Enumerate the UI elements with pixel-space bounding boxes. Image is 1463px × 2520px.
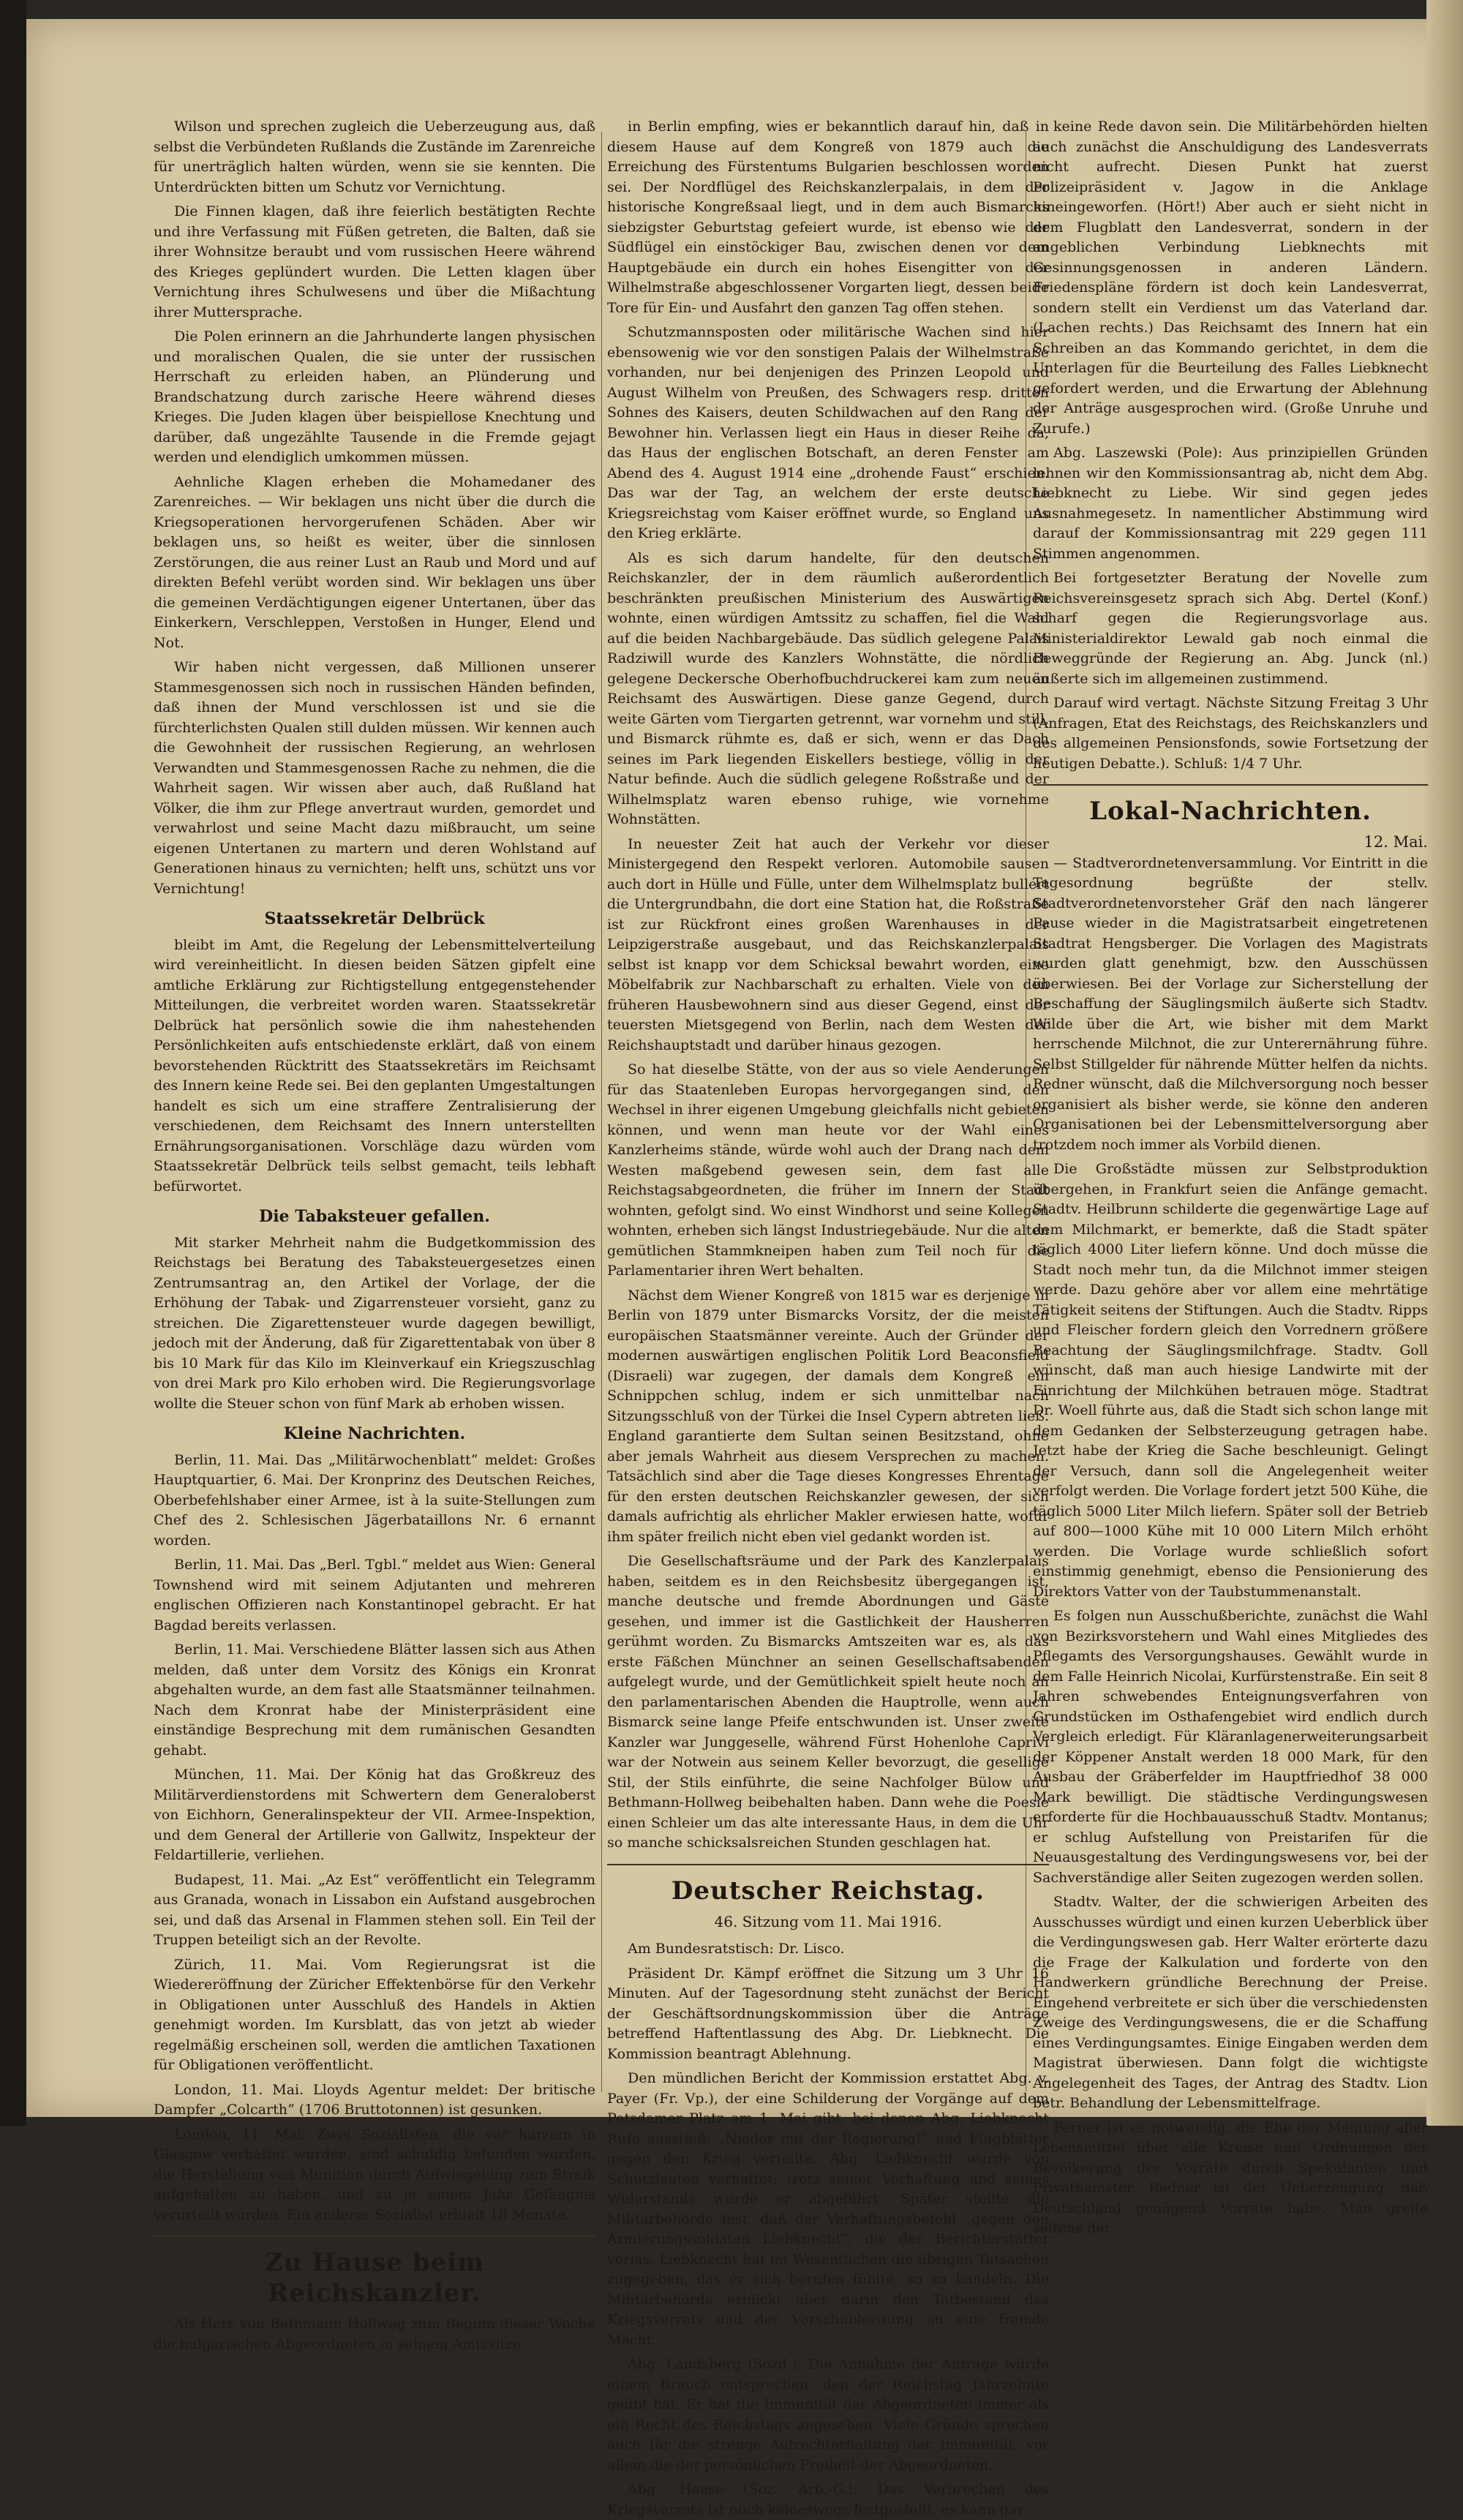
page-edge: [1426, 0, 1463, 2126]
paragraph: Die Polen erinnern an die Jahrhunderte langen physischen und moralischen Qualen, die sie unter der russischen Herrschaft zu erleiden haben, an Plünderung und Brandschatzung durch zarische Heere während dieses Krieges. Die Juden klagen über beispiellose Knechtung und darüber, daß ungezählte Tausende in die Fremde gejagt werden und elendiglich umkommen müssen.: [154, 328, 595, 465]
news-item: München, 11. Mai. Der König hat das Großkreuz des Militärverdienstordens mit Schwertern dem Generaloberst von Eichhorn, Generalinspekteur der VII. Armee-Inspektion, und dem General der Artillerie von Gallwitz, Inspekteur der Feldartillerie, verliehen.: [154, 1767, 595, 1863]
paragraph: Als es sich darum handelte, für den deutschen Reichskanzler, der in dem räumlich außerordentlich beschränkten preußischen Ministerium des Auswärtigen wohnte, einen würdigen Amtssitz zu schaffen, fiel die Wahl auf die beiden Nachbargebäude. Das südlich gelegene Palais Radziwill wurde des Kanzlers Wohnstätte, die nördlich gelegene Deckersche Oberhofbuchdruckerei kam zum neuen Reichsamt des Auswärtigen. Diese ganze Gegend, durch weite Gärten vom Tiergarten getrennt, war vornehm und still, und Bismarck rühmte es, daß er sich, wenn er das Dach seines im Park liegenden Eiskellers bestiege, völlig in der Natur befinde. Auch die südlich gelegene Roßstraße und der Wilhelmsplatz waren ebenso ruhige, wie vornehme Wohnstätten.: [607, 549, 1049, 827]
news-item: Berlin, 11. Mai. Verschiedene Blätter lassen sich aus Athen melden, daß unter dem Vorsitz des Königs ein Kronrat abgehalten wurde, an dem fast alle Staatsmänner teilnahmen. Nach dem Kronrat habe der Ministerpräsident eine einständige Besprechung mit dem rumänischen Gesandten gehabt.: [154, 1641, 595, 1759]
paragraph: Wir haben nicht vergessen, daß Millionen unserer Stammesgenossen sich noch in russischen Händen befinden, daß ihnen der Mund verschlossen ist und sie die fürchterlichsten Qualen still dulden müssen. Wir kennen auch die Gewohnheit der russischen Regierung, an wehrlosen Verwandten und Stammesgenossen Rache zu nehmen, die die Wahrheit sagen. Wir wissen aber auch, daß Rußland hat Völker, die ihm zur Pflege anvertraut wurden, gemordet und verwahrlost und seine Macht dazu mißbraucht, um seine eigenen Untertanen zu martern und deren Wohlstand auf Generationen hinaus zu vernichten; helft uns, schützt uns vor Vernichtung!: [154, 659, 595, 897]
paragraph: Abg. Laszewski (Pole): Aus prinzipiellen Gründen lehnen wir den Kommissionsantrag ab, nicht dem Abg. Liebknecht zu Liebe. Wir sind gegen jedes Ausnahmegesetz. In namentlicher Abstimmung wird darauf der Kommissionsantrag mit 229 gegen 111 Stimmen angenommen.: [1033, 445, 1428, 562]
paragraph: So hat dieselbe Stätte, von der aus so viele Aenderungen für das Staatenleben Europas hervorgegangen sind, den Wechsel in ihrer eigenen Umgebung gleichfalls nicht gebieten können, und wenn man heute vor der Wahl eines Kanzlerheims stände, würde wohl auch der Drang nach dem Westen maßgebend gewesen sein, dem fast alle Reichstagsabgeordneten, die früher im Innern der Stadt wohnten, gefolgt sind. Wo einst Windhorst und seine Kollegen wohnten, erheben sich längst Industriegebäude. Nur die alten gemütlichen Stammkneipen haben zum Teil noch für die Parlamentarier ihren Wert behalten.: [607, 1061, 1049, 1279]
column-1: [154, 117, 595, 2352]
date-line-wrapper: [1033, 832, 1428, 854]
paragraph: Mit starker Mehrheit nahm die Budgetkommission des Reichstags bei Beratung des Tabaksteuergesetzes einen Zentrumsantrag an, den Artikel der Vorlage, der die Erhöhung der Tabak- und Zigarrensteuer vorsieht, ganz zu streichen. Die Zigarettensteuer wurde dagegen bewilligt, jedoch mit der Änderung, daß für Zigarettentabak von über 8 bis 10 Mark für das Kilo im Kleinverkauf ein Kriegszuschlag von drei Mark pro Kilo erhoben wird. Die Regierungsvorlage wollte die Steuer schon von fünf Mark ab erhoben wissen.: [154, 1234, 595, 1412]
headline-lokal-nachrichten: Lokal-Nachrichten.: [1089, 797, 1372, 826]
paragraph: Schutzmannsposten oder militärische Wachen sind hier ebensowenig wie vor den sonstigen Palais der Wilhelmstraße vorhanden, nur bei denjenigen des Prinzen Leopold und August Wilhelm von Preußen, des Schwagers resp. dritten Sohnes des Kaisers, deuten Schildwachen auf den Rang der Bewohner hin. Verlassen liegt ein Haus in dieser Reihe da, das Haus der englischen Botschaft, an deren Fenster am Abend des 4. August 1914 eine „drohende Faust“ erschien. Das war der Tag, an welchem der erste deutsche Kriegsreichstag vom Kaiser eröffnet wurde, so England uns den Krieg erklärte.: [607, 324, 1049, 541]
news-item: London, 11. Mai. Lloyds Agentur meldet: Der britische Dampfer „Colcarth“ (1706 Bruttotonnen) ist gesunken.: [154, 2081, 595, 2118]
paragraph: bleibt im Amt, die Regelung der Lebensmittelverteilung wird vereinheitlicht. In diesen beiden Sätzen gipfelt eine amtliche Erklärung zur Richtigstellung entgegenstehender Mitteilungen, die verbreitet worden waren. Staatssekretär Delbrück hat persönlich sowie die ihm nahestehenden Persönlichkeiten aufs entschiedenste erklärt, daß von einem bevorstehenden Rücktritt des Staatssekretärs im Reichsamt des Innern keine Rede sei. Bei den geplanten Umgestaltungen handelt es sich um eine straffere Zentralisierung der verschiedenen, dem Reichsamt des Innern unterstellten Ernährungsorganisationen. Vorschläge dazu würden vom Staatssekretär Delbrück teils selbst gemacht, teils lebhaft befürwortet.: [154, 936, 595, 1195]
paragraph: Aehnliche Klagen erheben die Mohamedaner des Zarenreiches. — Wir beklagen uns nicht über die durch die Kriegsoperationen hervorgerufenen Schäden. Aber wir beklagen uns, so heißt es weiter, über die sinnlosen Zerstörungen, die aus reiner Lust an Raub und Mord und auf direkten Befehl verübt worden sind. Wir beklagen uns über die gemeinen Verdächtigungen eigener Untertanen, über das Einkerkern, Verschleppen, Verstoßen in Hunger, Elend und Not.: [154, 473, 595, 651]
headline-reichskanzler: Zu Hause beim Reichskanzler.: [264, 2248, 485, 2308]
headline-reichstag: Deutscher Reichstag.: [671, 1876, 985, 1906]
paragraph: Nächst dem Wiener Kongreß von 1815 war es derjenige in Berlin von 1879 unter Bismarcks Vorsitz, der die meisten europäischen Staatsmänner vereinte. Auch der Gründer der modernen auswärtigen englischen Politik Lord Beaconsfield (Disraeli) war zugegen, der damals dem Kongreß ein Schnippchen schlug, indem er sich unmittelbar nach Sitzungsschluß von der Türkei die Insel Cypern abtreten ließ. England garantierte dem Sultan seinen Besitzstand, ohne aber jemals Wahrheit aus diesem Versprechen zu machen. Tatsächlich sind aber die Tage dieses Kongresses Ehrentage für den ersten deutschen Reichskanzler gewesen, der sich damals aufrichtig als ehrlicher Makler erwiesen hatte, wofür ihm später freilich nicht eben viel gedankt worden ist.: [607, 1287, 1049, 1545]
section-rule: [1033, 784, 1428, 786]
paragraph: Stadtv. Walter, der die schwierigen Arbeiten des Ausschusses würdigt und einen kurzen Ueberblick über die Verdingungswesen gab. Herr Walter erörterte dazu die Frage der Kalkulation und forderte von den Handwerkern gründliche Berechnung der Preise. Eingehend verbreitete er sich über die verschiedensten Zweige des Verdingungswesens, die er die Schaffung eines Verdingungsamtes. Einige Eingaben werden dem Magistrat überwiesen. Dann folgt die wichtigste Angelegenheit des Tages, der Antrag des Stadtv. Lion betr. Behandlung der Lebensmittelfrage.: [1033, 1894, 1428, 2111]
paragraph: Abg. Landsberg (Sozd.): Die Annahme der Anträge würde einem Brauch entsprechen, den der Reichstag Jahrzehnte geübt hat. Er hat die Immunität der Abgeordneten immer als ein Recht des Reichstags angesehen. Viele Gründe sprechen auch für die strenge Aufrechterhaltung der Immunität, vor allem die der persönlichen Freiheit der Abgeordneten.: [607, 2356, 1049, 2473]
news-item: Berlin, 11. Mai. Das „Berl. Tgbl.“ meldet aus Wien: General Townshend wird mit seinem Adjutanten und mehreren englischen Offizieren nach Konstantinopel gebracht. Er hat Bagdad bereits verlassen.: [154, 1557, 595, 1633]
paragraph: keine Rede davon sein. Die Militärbehörden hielten auch zunächst die Anschuldigung des Landesverrats nicht aufrecht. Diesen Punkt hat zuerst Polizeipräsident v. Jagow in die Anklage hineingeworfen. (Hört!) Aber auch er sieht nicht in dem Flugblatt den Landesverrat, sondern in der angeblichen Verbindung Liebknechts mit Gesinnungsgenossen in anderen Ländern. Friedenspläne fördern ist doch kein Landesverrat, sondern stellt ein Verdienst um das Vaterland dar. (Lachen rechts.) Das Reichsamt des Innern hat ein Schreiben an das Kommando gerichtet, in dem die Unterlagen für die Beurteilung des Falles Liebknecht gefordert werden, und die Erwartung der Ablehnung der Anträge ausgesprochen wird. (Große Unruhe und Zurufe.): [1033, 119, 1428, 437]
headline-kleine-nachrichten: Kleine Nachrichten.: [283, 1424, 466, 1443]
paragraph: Ferner ist es notwendig, die Ehe der Meinung aller Lebensmittel über alle Kreise und Ordnungen der Bevölkerung der Vorräte durch Spekulanten und Privathamster. Redner ist der Ueberzeugung, daß Deutschland genügend Vorräte habe. Man greife seitens der: [1033, 2119, 1428, 2236]
news-item: Zürich, 11. Mai. Vom Regierungsrat ist die Wiedereröffnung der Züricher Effektenbörse für den Verkehr in Obligationen unter Ausschluß des Handels in Aktien genehmigt worden. Im Kursblatt, das von jetzt ab wieder regelmäßig erscheinen soll, werden die amtlichen Taxationen für Obligationen veröffentlicht.: [154, 1956, 595, 2073]
paragraph: Den mündlichen Bericht der Kommission erstattet Abg. v. Payer (Fr. Vp.), der eine Schilderung der Vorgänge auf dem Potsdamer Platz am 1. Mai gibt, bei denen Abg. Liebknecht Rufe ausstieß: „Nieder mit der Regierung!“ und Flugblätter gegen den Krieg verteilte. Abg. Liebknecht wurde von Schutzleuten verhaftet; trotz seiner Verhaftung und seines Widerstands wurde er abgeführt. Später stellte die Militärbehörde fest, daß der Verhaftungsbefehl „gegen den Armierungssoldaten Liebknecht“, die der Berichterstatter vorlas. Liebknecht hat im Wesentlichen die übrigen Tatsachen zugegeben, das er sich berufen fühlte, so zu handeln. Die Militärbehörde erblickt aber darin den Tatbestand des Kriegsverrats und der Vorschubleistung an eine fremde Macht.: [607, 2070, 1049, 2348]
news-item: London, 11. Mai. Zwei Sozialisten, die vor kurzem in Glasgow verhaftet wurden, sind schuldig befunden worden, die Herstellung von Munition durch Aufwiegelung zum Streik aufgehalten zu haben, und zu je einem Jahr Gefängnis verurteilt worden. Ein anderer Sozialist erhielt 18 Monate.: [154, 2126, 595, 2223]
paragraph: Wilson und sprechen zugleich die Ueberzeugung aus, daß selbst die Verbündeten Rußlands die Zustände im Zarenreiche für unerträglich halten würden, wenn sie sie kennten. Die Unterdrückten bitten um Schutz vor Vernichtung.: [154, 119, 595, 195]
headline-tabaksteuer: Die Tabaksteuer gefallen.: [259, 1207, 490, 1226]
paragraph: Am Bundesratstisch: Dr. Lisco.: [628, 1941, 845, 1957]
column-divider: [601, 132, 602, 2092]
paragraph: — Stadtverordnetenversammlung. Vor Eintritt in die Tagesordnung begrüßte der stellv. Stadtverordnetenvorsteher Gräf den nach längerer Pause wieder in die Magistratsarbeit eingetretenen Stadtrat Hengsberger. Die Vorlagen des Magistrats wurden glatt genehmigt, bzw. den Ausschüssen überwiesen. Bei der Vorlage zur Sicherstellung der Beschaffung der Säuglingsmilch äußerte sich Stadtv. Wilde über die Art, wie bisher mit dem Markt herrschende Milchnot, die zur Unterernährung führe. Selbst Stillgelder für nährende Mütter helfen da nichts. Redner wünscht, daß die Milchversorgung noch besser organisiert als bisher werde, sie könne den anderen Organisationen bei der Lebensmittelversorgung aber trotzdem noch immer als Vorbild dienen.: [1033, 854, 1428, 1153]
section-rule: [154, 2235, 595, 2237]
binding-strip: [0, 0, 26, 2126]
news-item: Berlin, 11. Mai. Das „Militärwochenblatt“ meldet: Großes Hauptquartier, 6. Mai. Der Kronprinz des Deutschen Reiches, Oberbefehlshaber einer Armee, ist à la suite-Stellungen zum Chef des 2. Schlesischen Jägerbataillons Nr. 6 ernannt worden.: [154, 1451, 595, 1549]
paragraph: Als Herr von Bethmann Hollweg zum Beginn dieser Woche die bulgarischen Abgeordneten in seinem Amtssitze: [154, 2316, 595, 2352]
news-item: Budapest, 11. Mai. „Az Est“ veröffentlicht ein Telegramm aus Granada, wonach in Lissabon ein Aufstand ausgebrochen sei, und daß das Arsenal in Flammen stehen soll. Ein Teil der Truppen beteiligt sich an der Revolte.: [154, 1871, 595, 1948]
paragraph: Abg. Haase (Soz. Arb.-G.): Das Verbrechen des Kriegsverrats ist noch keineswegs festgestellt, es kann gar: [607, 2481, 1049, 2518]
paragraph: Bei fortgesetzter Beratung der Novelle zum Reichsvereinsgesetz sprach sich Abg. Dertel (Konf.) scharf gegen die Regierungsvorlage aus. Ministerialdirektor Lewald gab noch einmal die Beweggründe der Regierung an. Abg. Junck (nl.) äußerte sich im allgemeinen zustimmend.: [1033, 570, 1428, 687]
date-line: 12. Mai.: [1364, 833, 1428, 851]
paragraph: Es folgen nun Ausschußberichte, zunächst die Wahl von Bezirksvorstehern und Wahl eines Mitgliedes des Pflegamts des Versorgungshauses. Gewählt wurde in dem Falle Heinrich Nicolai, Kurfürstenstraße. Ein seit 8 Jahren schwebendes Enteignungsverfahren von Grundstücken im Osthafengebiet wird endlich durch Vergleich erledigt. Für Kläranlagenerweiterungsarbeit der Köppener Anstalt werden 18 000 Mark, für den Ausbau der Gräberfelder im Hauptfriedhof 38 000 Mark bewilligt. Die städtische Verdingungswesen erforderte für die Hochbauausschuß Stadtv. Montanus; er schlug Aufstellung von Preistarifen für die Neuausgestaltung des Verdingungswesens vor, bei der Sachverständige aller Seiten zugezogen werden sollen.: [1033, 1608, 1428, 1886]
column-2: [607, 117, 1049, 2518]
paragraph: Präsident Dr. Kämpf eröffnet die Sitzung um 3 Uhr 16 Minuten. Auf der Tagesordnung steht zunächst der Bericht der Geschäftsordnungskommission über die Anträge betreffend Haftentlassung des Abg. Dr. Liebknecht. Die Kommission beantragt Ablehnung.: [607, 1965, 1049, 2062]
column-3: [1033, 117, 1428, 2236]
paragraph: in Berlin empfing, wies er bekanntlich darauf hin, daß in diesem Hause auf dem Kongreß von 1879 auch die Erreichung des Fürstentums Bulgarien beschlossen worden sei. Der Nordflügel des Reichskanzlerpalais, in dem der historische Kongreßsaal liegt, und in dem auch Bismarcks siebzigster Geburtstag gefeiert wurde, ist ebenso wie der Südflügel ein einstöckiger Bau, zwischen denen vor dem Hauptgebäude ein durch ein hohes Eisengitter von der Wilhelmstraße abgeschlossener Vorgarten liegt, dessen beide Tore für Ein- und Ausfahrt den ganzen Tag offen stehen.: [607, 119, 1049, 316]
paragraph: Darauf wird vertagt. Nächste Sitzung Freitag 3 Uhr (Anfragen, Etat des Reichstags, des Reichskanzlers und des allgemeinen Pensionsfonds, sowie Fortsetzung der heutigen Debatte.). Schluß: 1/4 7 Uhr.: [1033, 695, 1428, 772]
paragraph: Die Finnen klagen, daß ihre feierlich bestätigten Rechte und ihre Verfassung mit Füßen getreten, die Balten, daß sie ihrer Wohnsitze beraubt und vom russischen Heere während des Krieges geplündert wurden. Die Letten klagen über Vernichtung ihres Schulwesens und über die Mißachtung ihrer Muttersprache.: [154, 203, 595, 320]
headline-delbrueck: Staatssekretär Delbrück: [264, 909, 485, 928]
section-rule: [607, 1864, 1049, 1865]
session-subtitle: 46. Sitzung vom 11. Mai 1916.: [714, 1912, 942, 1930]
paragraph: In neuester Zeit hat auch der Verkehr vor dieser Ministergegend den Respekt verloren. Automobile sausen auch dort in Hülle und Fülle, unter dem Wilhelmsplatz bullert die Untergrundbahn, die dort eine Station hat, die Roßstraße ist zur Rückfront eines großen Warenhauses in der Leipzigerstraße ausgebaut, und das Reichskanzlerpalais selbst ist knapp vor dem Schicksal bewahrt worden, eine Möbelfabrik zur Nachbarschaft zu erhalten. Viele von den früheren Hausbewohnern sind aus dieser Gegend, einst der teuersten Mietsgegend von Berlin, nach dem Westen der Reichshauptstadt und darüber hinaus gezogen.: [607, 835, 1049, 1053]
paragraph: Die Gesellschaftsräume und der Park des Kanzlerpalais haben, seitdem es in den Reichsbesitz übergegangen ist, manche deutsche und fremde Abordnungen und Gäste gesehen, und immer ist die Gastlichkeit der Hausherren gerühmt worden. Zu Bismarcks Amtszeiten war es, als das erste Fäßchen Münchner an seinen Gesellschaftsabenden aufgelegt wurde, und der Gemütlichkeit spielt heute noch an den parlamentarischen Abenden die Hauptrolle, wenn auch Bismarck seine lange Pfeife entschwunden ist. Unser zweite Kanzler war Junggeselle, während Fürst Hohenlohe Caprivi war der Notwein aus seinem Keller bevorzugt, die gesellige Stil, der Stils einführte, die seine Nachfolger Bülow und Bethmann-Hollweg beibehalten haben. Dann wehe die Poesie einen Schleier um das alte interessante Haus, in dem die Uhr so manche schicksalsreichen Stunden geschlagen hat.: [607, 1553, 1049, 1851]
paragraph: Die Großstädte müssen zur Selbstproduktion übergehen, in Frankfurt seien die Anfänge gemacht. Stadtv. Heilbrunn schilderte die gegenwärtige Lage auf dem Milchmarkt, er bemerkte, daß die Stadt später täglich 4000 Liter liefern könne. Und doch müsse die Stadt noch mehr tun, da die Milchnot immer steigen werde. Dazu gehöre aber vor allem eine mehrtätige Tätigkeit seitens der Stiftungen. Auch die Stadtv. Ripps und Fleischer fordern gleich den Vorrednern größere Beachtung der Säuglingsmilchfrage. Stadtv. Goll wünscht, daß man auch hiesige Landwirte mit der Einrichtung der Milchkühen betrauen möge. Stadtrat Dr. Woell führte aus, daß die Stadt sich schon lange mit dem Gedanken der Selbsterzeugung getragen habe. Jetzt habe der Krieg die Sache beschleunigt. Gelingt der Versuch, dann soll die Angelegenheit weiter verfolgt werden. Die Vorlage fordert jetzt 500 Kühe, die täglich 5000 Liter Milch liefern. Später soll der Betrieb auf 800—1000 Kühe mit 10 000 Litern Milch erhöht werden. Die Vorlage wurde schließlich sofort einstimmig genehmigt, ebenso die Pensionierung des Direktors Vatter von der Taubstummenanstalt.: [1033, 1161, 1428, 1600]
